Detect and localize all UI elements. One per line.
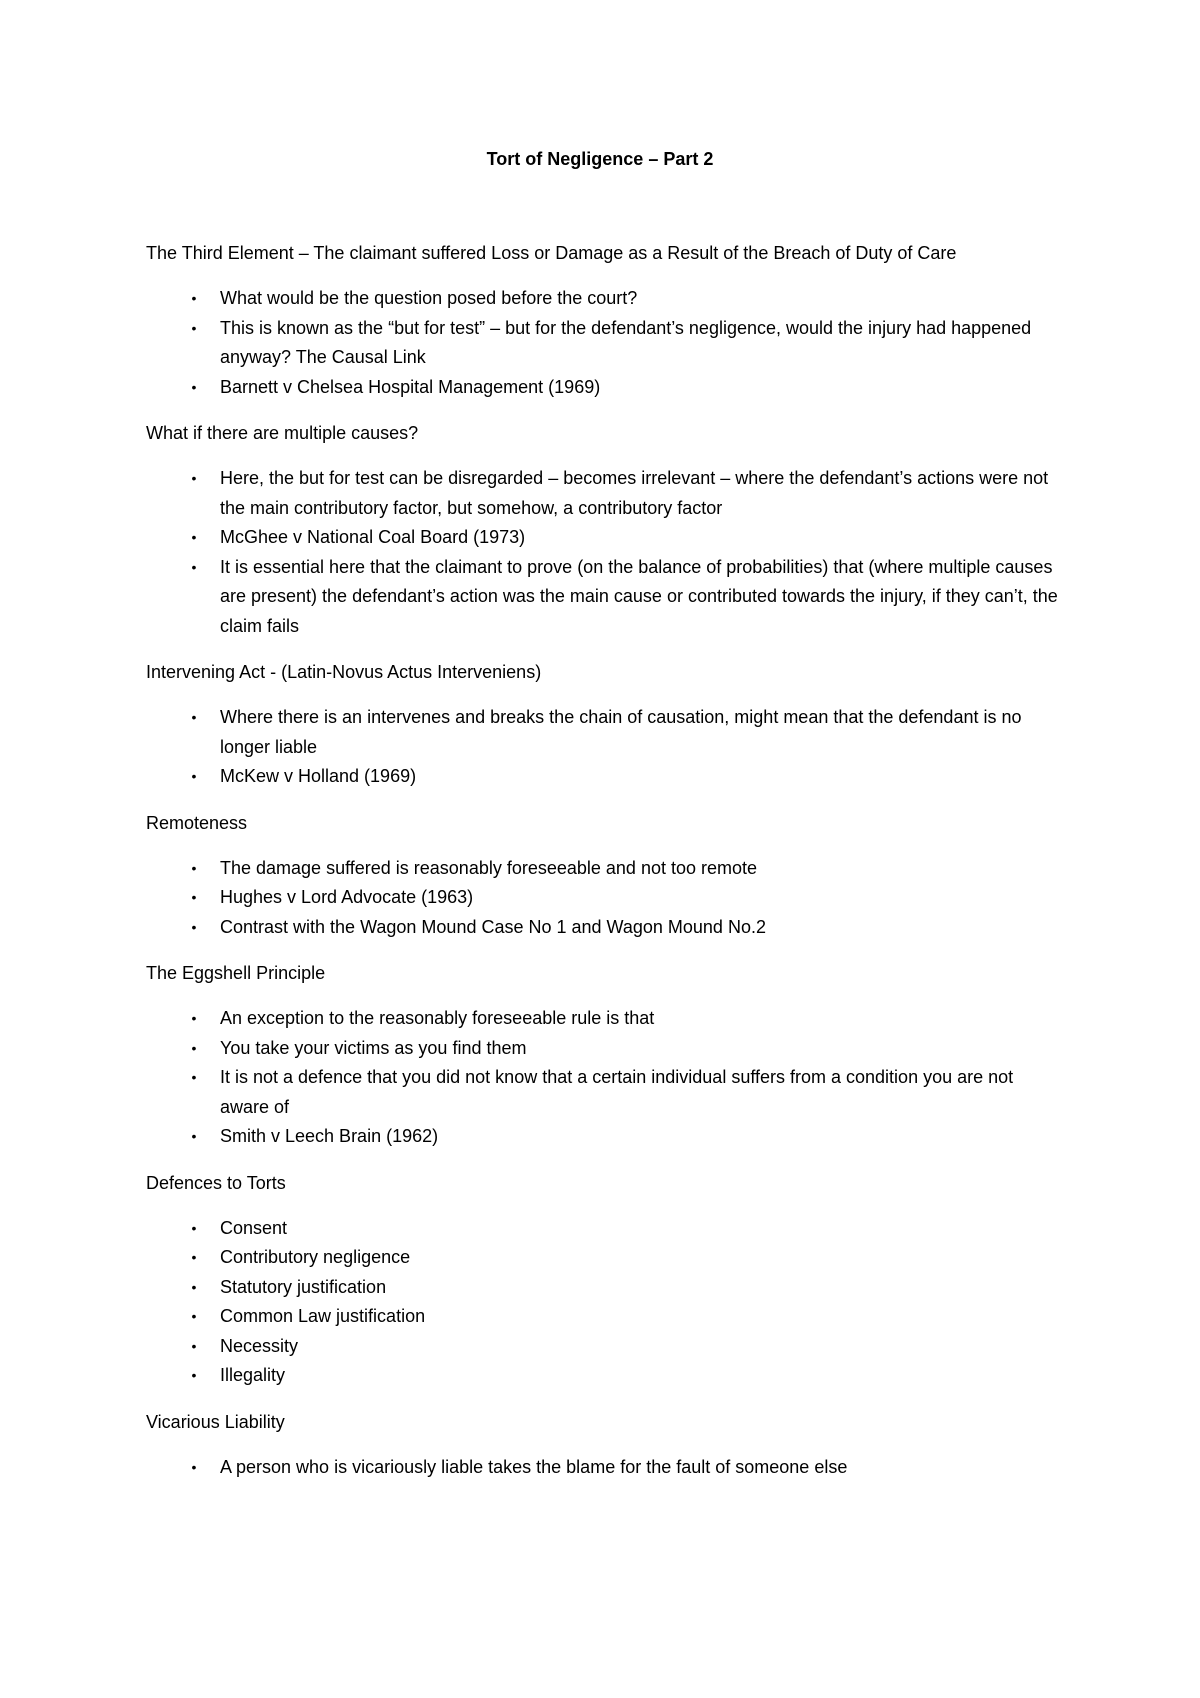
bullet-icon: • [191, 470, 197, 486]
list-item-text: Contrast with the Wagon Mound Case No 1 and Wagon Mound No.2 [220, 916, 766, 937]
section [146, 418, 1066, 641]
section-heading: What if there are multiple causes? [146, 423, 419, 443]
list-item-text: Common Law justification [220, 1306, 426, 1326]
list-item [146, 553, 1066, 642]
bullet-icon: • [191, 1010, 197, 1026]
list-item-text: What would be the question posed before the court? [220, 288, 638, 308]
list-item [146, 854, 1066, 884]
bullet-icon: • [191, 378, 197, 395]
bullet-icon: • [191, 319, 197, 336]
bullet-icon: • [191, 1249, 197, 1265]
list-item-text: It is essential here that the claimant to prove (on the balance of probabilities) that (where multiple causes are present) the defendant’s action was the main cause or contributed towards the injury, if they can’t, the claim fails [220, 556, 1058, 636]
section [146, 238, 1066, 402]
bullet-list [146, 1453, 1066, 1483]
list-item-text: An exception to the reasonably foreseeable rule is that [220, 1008, 655, 1028]
bullet-list [146, 464, 1066, 641]
list-item-text: Smith v Leech Brain (1962) [220, 1126, 439, 1146]
document-body [146, 238, 1066, 1498]
list-item-text: This is known as the “but for test” – but for the defendant’s negligence, would the injury had happened anyway? The Causal Link [220, 317, 1032, 367]
list-item [146, 1302, 1066, 1332]
bullet-icon: • [191, 1308, 197, 1324]
bullet-icon: • [191, 1128, 197, 1144]
section-heading: Vicarious Liability [146, 1411, 285, 1432]
list-item-text: Illegality [220, 1365, 286, 1385]
section [146, 1168, 1066, 1391]
bullet-list [146, 284, 1066, 402]
bullet-icon: • [191, 859, 197, 876]
list-item [146, 762, 1066, 792]
bullet-icon: • [191, 1367, 197, 1383]
bullet-list [146, 1214, 1066, 1391]
list-item [146, 373, 1066, 403]
bullet-icon: • [191, 709, 197, 725]
list-item [146, 1361, 1066, 1391]
bullet-list [146, 854, 1066, 943]
section [146, 808, 1066, 943]
list-item [146, 1273, 1066, 1303]
bullet-icon: • [191, 768, 197, 784]
list-item-text: A person who is vicariously liable takes the blame for the fault of someone else [220, 1456, 848, 1477]
bullet-list [146, 1004, 1066, 1152]
section-heading: Remoteness [146, 812, 248, 833]
list-item [146, 314, 1066, 373]
section [146, 1407, 1066, 1483]
list-item-text: McKew v Holland (1969) [220, 766, 417, 786]
list-item-text: Barnett v Chelsea Hospital Management (1969) [220, 376, 601, 397]
list-item [146, 913, 1066, 943]
bullet-icon: • [191, 918, 197, 935]
bullet-icon: • [191, 1278, 197, 1295]
section [146, 958, 1066, 1152]
list-item-text: Hughes v Lord Advocate (1963) [220, 887, 474, 907]
list-item-text: McGhee v National Coal Board (1973) [220, 527, 526, 547]
bullet-icon: • [191, 1219, 197, 1236]
section-heading: The Third Element – The claimant suffered Loss or Damage as a Result of the Breach of Duty of Care [146, 243, 957, 263]
list-item-text: Consent [220, 1217, 288, 1238]
list-item [146, 1034, 1066, 1064]
bullet-icon: • [191, 1039, 197, 1056]
list-item-text: Where there is an intervenes and breaks the chain of causation, might mean that the defendant is no longer liable [220, 707, 1022, 757]
list-item [146, 1063, 1066, 1122]
bullet-icon: • [191, 558, 197, 575]
list-item [146, 1332, 1066, 1362]
bullet-list [146, 703, 1066, 792]
list-item-text: Here, the but for test can be disregarded – becomes irrelevant – where the defendant’s actions were not the main contributory factor, but somehow, a contributory factor [220, 468, 1049, 518]
list-item [146, 703, 1066, 762]
list-item-text: The damage suffered is reasonably foreseeable and not too remote [220, 857, 758, 878]
list-item [146, 883, 1066, 913]
section-heading: The Eggshell Principle [146, 963, 326, 983]
list-item [146, 284, 1066, 314]
list-item-text: It is not a defence that you did not know that a certain individual suffers from a condition you are not aware of [220, 1067, 1014, 1117]
list-item-text: You take your victims as you find them [220, 1037, 527, 1058]
list-item [146, 1243, 1066, 1273]
list-item-text: Contributory negligence [220, 1247, 411, 1267]
list-item [146, 1122, 1066, 1152]
section [146, 657, 1066, 792]
bullet-icon: • [191, 1458, 197, 1475]
list-item [146, 1453, 1066, 1483]
document-title: Tort of Negligence – Part 2 [486, 149, 714, 169]
list-item-text: Necessity [220, 1335, 299, 1356]
list-item [146, 1004, 1066, 1034]
bullet-icon: • [191, 529, 197, 545]
list-item-text: Statutory justification [220, 1276, 387, 1297]
bullet-icon: • [191, 1069, 197, 1085]
bullet-icon: • [191, 290, 197, 306]
section-heading: Defences to Torts [146, 1172, 286, 1193]
list-item [146, 523, 1066, 553]
bullet-icon: • [191, 889, 197, 905]
list-item [146, 464, 1066, 523]
bullet-icon: • [191, 1337, 197, 1354]
section-heading: Intervening Act - (Latin-Novus Actus Interveniens) [146, 662, 542, 682]
list-item [146, 1214, 1066, 1244]
